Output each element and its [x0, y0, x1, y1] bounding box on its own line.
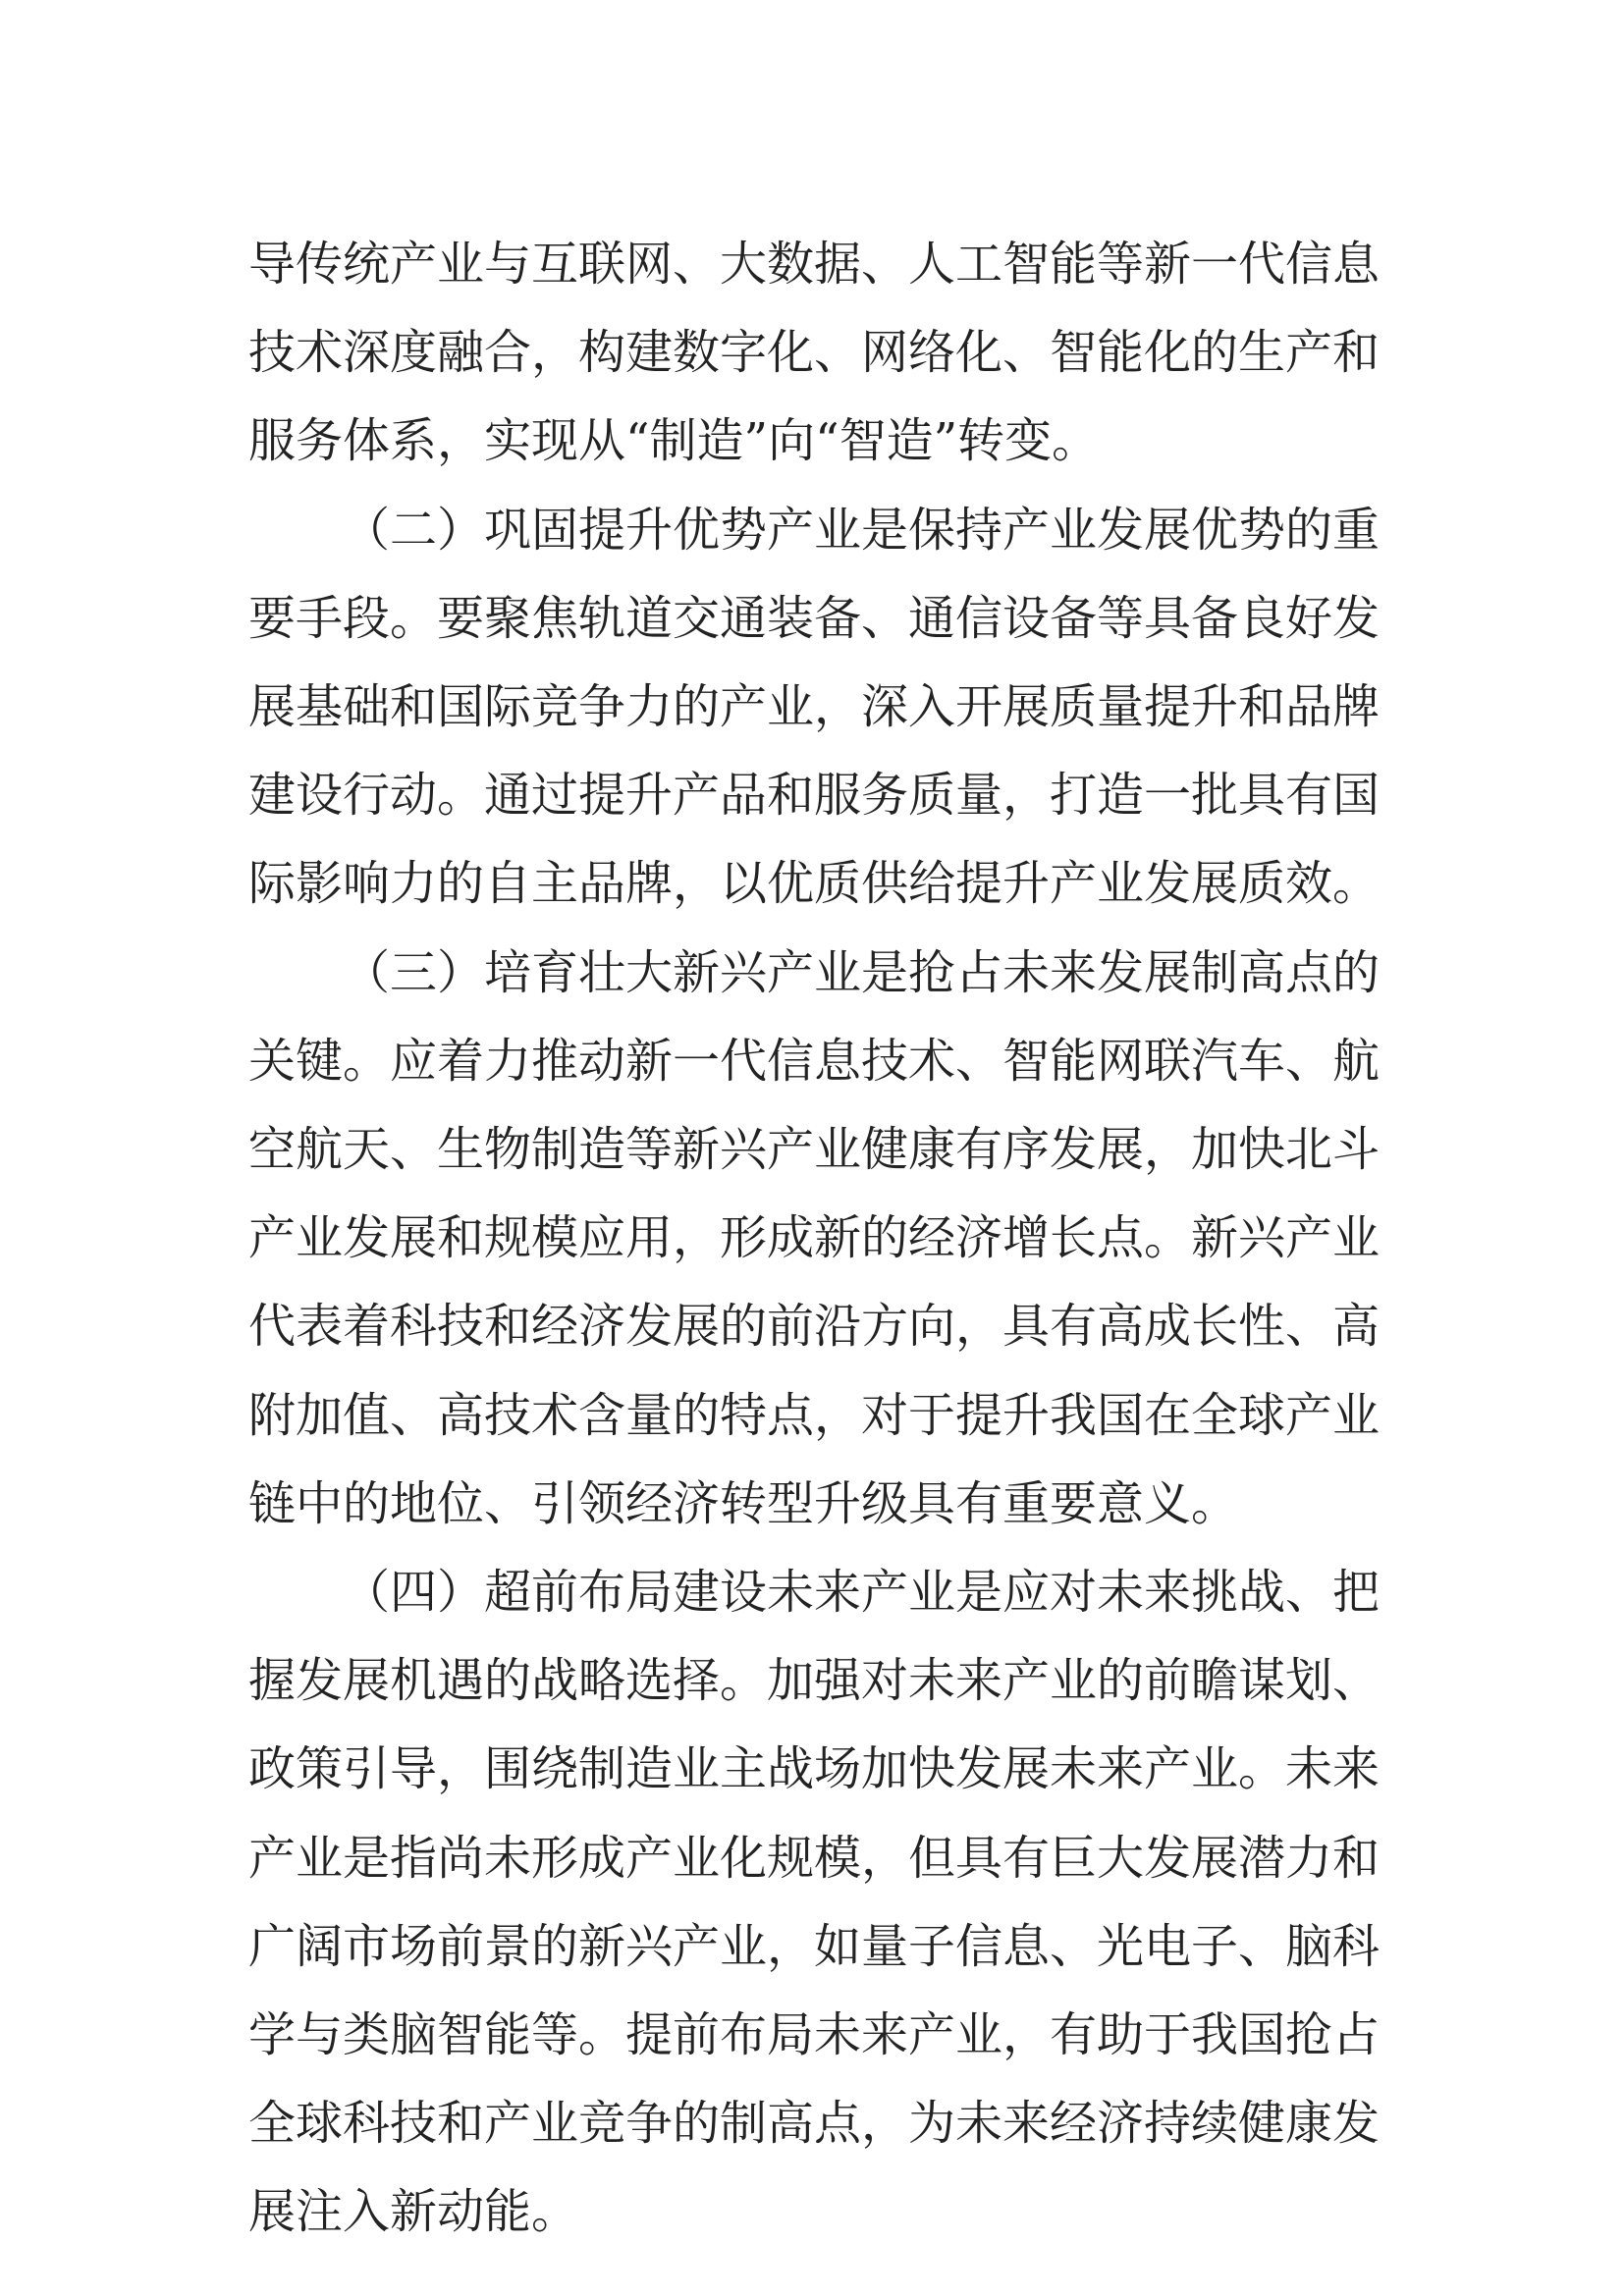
document-body	[248, 220, 1380, 2257]
paragraph-section-4: （四）超前布局建设未来产业是应对未来挑战、把握发展机遇的战略选择。加强对未来产业的前瞻谋划、政策引导，围绕制造业主战场加快发展未来产业。未来产业是指尚未形成产业化规模，但具有巨大发展潜力和广阔市场前景的新兴产业，如量子信息、光电子、脑科学与类脑智能等。提前布局未来产业，有助于我国抢占全球科技和产业竞争的制高点，为未来经济持续健康发展注入新动能。	[248, 1565, 1380, 2240]
paragraph-section-3: （三）培育壮大新兴产业是抢占未来发展制高点的关键。应着力推动新一代信息技术、智能网联汽车、航空航天、生物制造等新兴产业健康有序发展，加快北斗产业发展和规模应用，形成新的经济增长点。新兴产业代表着科技和经济发展的前沿方向，具有高成长性、高附加值、高技术含量的特点，对于提升我国在全球产业链中的地位、引领经济转型升级具有重要意义。	[248, 944, 1380, 1531]
paragraph-section-2: （二）巩固提升优势产业是保持产业发展优势的重要手段。要聚焦轨道交通装备、通信设备等具备良好发展基础和国际竞争力的产业，深入开展质量提升和品牌建设行动。通过提升产品和服务质量，打造一批具有国际影响力的自主品牌，以优质供给提升产业发展质效。	[248, 502, 1380, 912]
paragraph-continuation: 导传统产业与互联网、大数据、人工智能等新一代信息技术深度融合，构建数字化、网络化、智能化的生产和服务体系，实现从“制造”向“智造”转变。	[248, 237, 1380, 469]
